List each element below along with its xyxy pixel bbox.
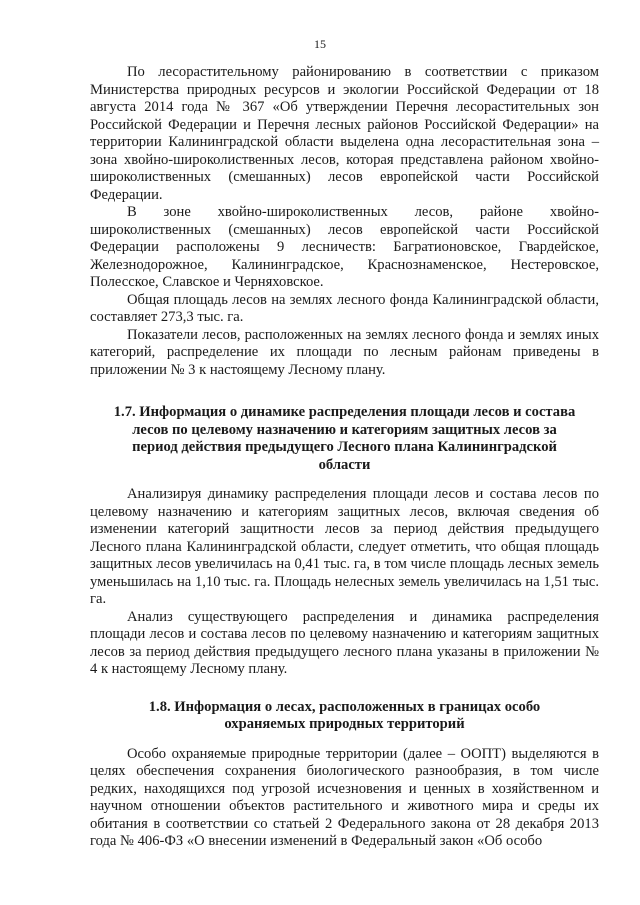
paragraph-protected-areas: Особо охраняемые природные территории (далее – ООПТ) выделяются в целях обеспечения сохранения биологического разнообразия, в том числе редких, находящихся под угрозой исчезновения и ценных в хозяйственном и научном отношении объектов растительного и животного мира и среды их обитания в соответствии со статьей 2 Федерального закона от 28 декабря 2013 года № 406-ФЗ «О внесении изменений в Федеральный закон «Об особо [90, 745, 599, 849]
page-content [90, 64, 599, 851]
section-heading-1-7: 1.7. Информация о динамике распределения площади лесов и состава лесов по целевому назначению и категориям защитных лесов за период действия предыдущего Лесного плана Калининградской области [113, 404, 576, 473]
section-heading-1-8: 1.8. Информация о лесах, расположенных в границах особо охраняемых природных территорий [148, 698, 541, 732]
paragraph-area-dynamics: Анализируя динамику распределения площади лесов и состава лесов по целевому назначению и категориям защитных лесов, включая сведения об изменении категорий защитности лесов за период действия предыдущего Лесного плана Калининградской области, следует отметить, что общая площадь защитных лесов увеличилась на 0,41 тыс. га, в том числе площадь лесных земель уменьшилась на 1,10 тыс. га. Площадь нелесных земель увеличилась на 1,51 тыс. га. [90, 486, 599, 607]
paragraph-total-area: Общая площадь лесов на землях лесного фонда Калининградской области, составляет 273,3 тыс. га. [90, 291, 599, 325]
paragraph-forest-zoning: По лесорастительному районированию в соответствии с приказом Министерства природных ресурсов и экологии Российской Федерации от 18 августа 2014 года № 367 «Об утверждении Перечня лесорастительных зон Российской Федерации и Перечня лесных районов Российской Федерации» на территории Калининградской области выделена одна лесорастительная зона – зона хвойно-широколиственных лесов, которая представлена районом хвойно-широколиственных (смешанных) лесов европейской части Российской Федерации. [90, 64, 599, 203]
page-number: 15 [314, 37, 326, 51]
paragraph-appendix-4-reference: Анализ существующего распределения и динамика распределения площади лесов и состава лесов по целевому назначению и категориям защитных лесов за период действия предыдущего лесного плана указаны в приложении № 4 к настоящему Лесному плану. [90, 608, 599, 677]
paragraph-forestries-list: В зоне хвойно-широколиственных лесов, районе хвойно-широколиственных (смешанных) лесов европейской части Российской Федерации расположены 9 лесничеств: Багратионовское, Гвардейское, Железнодорожное, Калининградское, Краснознаменское, Нестеровское, Полесское, Славское и Черняховское. [90, 204, 599, 290]
paragraph-appendix-3-reference: Показатели лесов, расположенных на землях лесного фонда и землях иных категорий, распределение их площади по лесным районам приведены в приложении № 3 к настоящему Лесному плану. [90, 326, 599, 378]
